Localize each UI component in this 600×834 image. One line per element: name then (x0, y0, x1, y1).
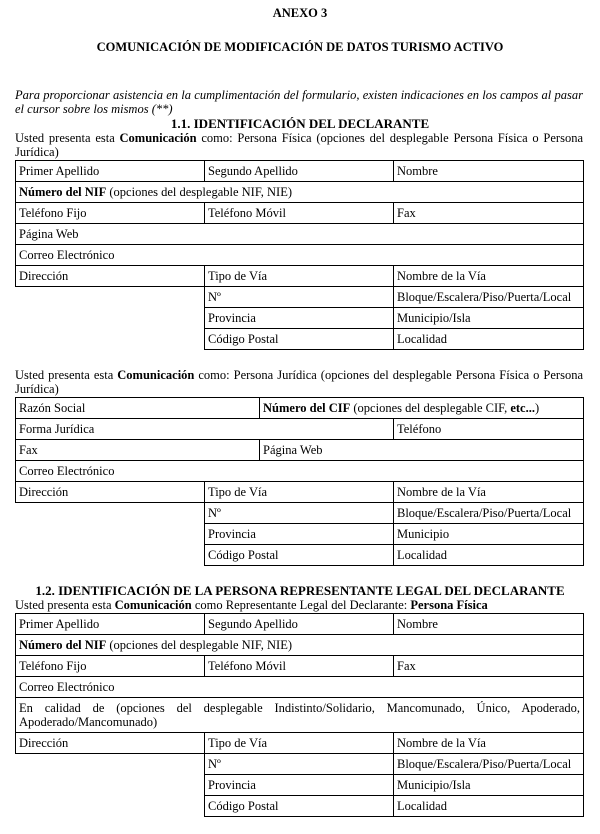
telefono-movil-field[interactable]: Teléfono Móvil (205, 203, 394, 224)
forma-juridica-field[interactable]: Forma Jurídica (16, 419, 394, 440)
nombre-field[interactable]: Nombre (394, 614, 584, 635)
correo-field[interactable]: Correo Electrónico (16, 245, 584, 266)
nif-field[interactable]: Número del NIF (opciones del desplegable NIF, NIE) (16, 182, 584, 203)
direccion-spacer (16, 287, 205, 308)
pj-intro: Usted presenta esta Comunicación como: Persona Jurídica (opciones del desplegable Persona Física o Persona Jurídica) (15, 368, 583, 396)
telefono-field[interactable]: Teléfono (394, 419, 584, 440)
bloque-field[interactable]: Bloque/Escalera/Piso/Puerta/Local (394, 503, 584, 524)
direccion-spacer (16, 308, 205, 329)
localidad-field[interactable]: Localidad (394, 329, 584, 350)
provincia-field[interactable]: Provincia (205, 775, 394, 796)
segundo-apellido-field[interactable]: Segundo Apellido (205, 161, 394, 182)
provincia-field[interactable]: Provincia (205, 308, 394, 329)
pf-intro: Usted presenta esta Comunicación como: Persona Física (opciones del desplegable Persona Física o Persona Jurídica) (15, 131, 583, 159)
codigo-postal-field[interactable]: Código Postal (205, 545, 394, 566)
primer-apellido-field[interactable]: Primer Apellido (16, 161, 205, 182)
direccion-spacer (16, 545, 205, 566)
localidad-field[interactable]: Localidad (394, 796, 584, 817)
direccion-spacer (16, 754, 205, 775)
direccion-label: Dirección (16, 733, 205, 754)
tipo-via-field[interactable]: Tipo de Vía (205, 482, 394, 503)
localidad-field[interactable]: Localidad (394, 545, 584, 566)
codigo-postal-field[interactable]: Código Postal (205, 329, 394, 350)
razon-social-field[interactable]: Razón Social (16, 398, 260, 419)
correo-field[interactable]: Correo Electrónico (16, 461, 584, 482)
correo-field[interactable]: Correo Electrónico (16, 677, 584, 698)
bloque-field[interactable]: Bloque/Escalera/Piso/Puerta/Local (394, 287, 584, 308)
tipo-via-field[interactable]: Tipo de Vía (205, 733, 394, 754)
telefono-fijo-field[interactable]: Teléfono Fijo (16, 656, 205, 677)
persona-fisica-table (15, 160, 584, 350)
bloque-field[interactable]: Bloque/Escalera/Piso/Puerta/Local (394, 754, 584, 775)
persona-juridica-table (15, 397, 584, 566)
direccion-spacer (16, 503, 205, 524)
annex-label: ANEXO 3 (272, 6, 328, 20)
segundo-apellido-field[interactable]: Segundo Apellido (205, 614, 394, 635)
numero-field[interactable]: Nº (205, 503, 394, 524)
direccion-spacer (16, 524, 205, 545)
calidad-field[interactable]: En calidad de (opciones del desplegable Indistinto/Solidario, Mancomunado, Único, Apoderado, Apoderado/Mancomunado) (16, 698, 584, 733)
telefono-movil-field[interactable]: Teléfono Móvil (205, 656, 394, 677)
direccion-label: Dirección (16, 482, 205, 503)
codigo-postal-field[interactable]: Código Postal (205, 796, 394, 817)
nombre-via-field[interactable]: Nombre de la Vía (394, 482, 584, 503)
direccion-label: Dirección (16, 266, 205, 287)
numero-field[interactable]: Nº (205, 287, 394, 308)
fax-field[interactable]: Fax (394, 203, 584, 224)
intro-note: Para proporcionar asistencia en la cumplimentación del formulario, existen indicaciones en los campos al pasar el cursor sobre los mismos (**) (15, 88, 583, 116)
municipio-field[interactable]: Municipio/Isla (394, 308, 584, 329)
numero-field[interactable]: Nº (205, 754, 394, 775)
representante-table (15, 613, 584, 817)
direccion-spacer (16, 796, 205, 817)
fax-field[interactable]: Fax (16, 440, 260, 461)
primer-apellido-field[interactable]: Primer Apellido (16, 614, 205, 635)
telefono-fijo-field[interactable]: Teléfono Fijo (16, 203, 205, 224)
section-1-1-heading: 1.1. IDENTIFICACIÓN DEL DECLARANTE (170, 116, 430, 131)
pagina-web-field[interactable]: Página Web (260, 440, 584, 461)
nombre-via-field[interactable]: Nombre de la Vía (394, 733, 584, 754)
municipio-field[interactable]: Municipio (394, 524, 584, 545)
tipo-via-field[interactable]: Tipo de Vía (205, 266, 394, 287)
section-1-2-heading: 1.2. IDENTIFICACIÓN DE LA PERSONA REPRESENTANTE LEGAL DEL DECLARANTE (35, 583, 565, 598)
document-title: COMUNICACIÓN DE MODIFICACIÓN DE DATOS TURISMO ACTIVO (96, 40, 504, 54)
direccion-spacer (16, 329, 205, 350)
provincia-field[interactable]: Provincia (205, 524, 394, 545)
rep-intro: Usted presenta esta Comunicación como Representante Legal del Declarante: Persona Física (15, 598, 488, 612)
fax-field[interactable]: Fax (394, 656, 584, 677)
nif-field[interactable]: Número del NIF (opciones del desplegable NIF, NIE) (16, 635, 584, 656)
municipio-field[interactable]: Municipio/Isla (394, 775, 584, 796)
nombre-via-field[interactable]: Nombre de la Vía (394, 266, 584, 287)
direccion-spacer (16, 775, 205, 796)
cif-field[interactable]: Número del CIF (opciones del desplegable CIF, etc...) (260, 398, 584, 419)
nombre-field[interactable]: Nombre (394, 161, 584, 182)
pagina-web-field[interactable]: Página Web (16, 224, 584, 245)
